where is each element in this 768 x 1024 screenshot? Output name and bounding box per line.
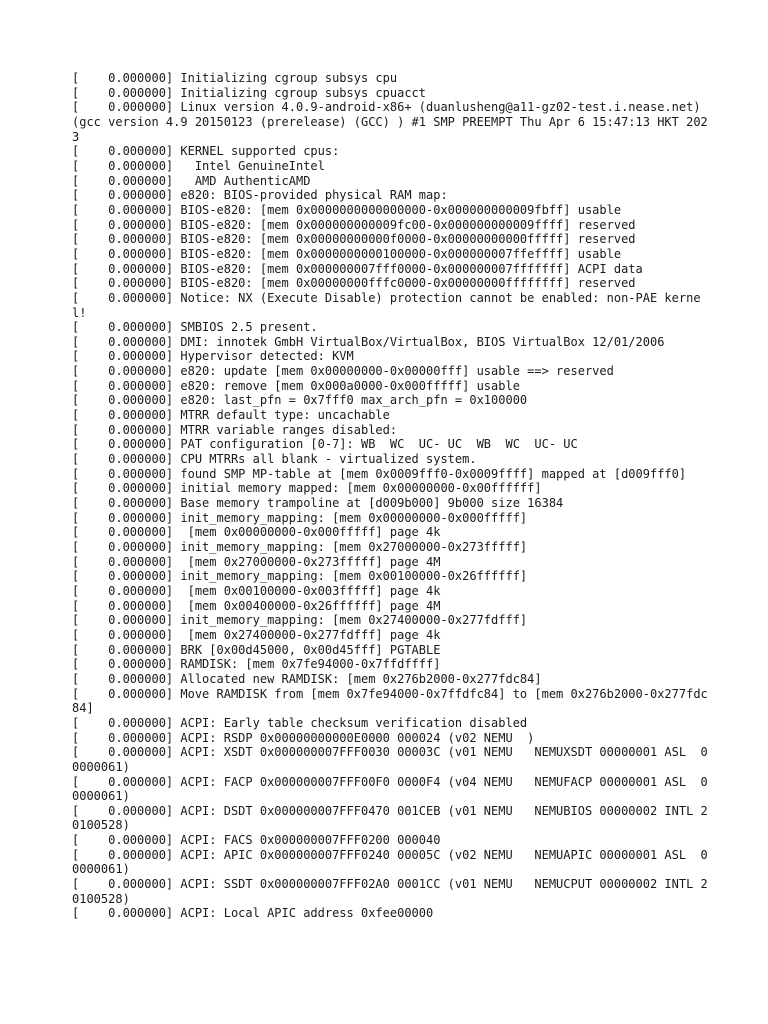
log-line: [ 0.000000] Notice: NX (Execute Disable) protection cannot be enabled: non-PAE kernel! [72, 290, 701, 320]
log-line: [ 0.000000] ACPI: Local APIC address 0xfee00000 [72, 906, 434, 921]
log-line: [ 0.000000] MTRR variable ranges disabled: [72, 422, 398, 437]
log-line: [ 0.000000] init_memory_mapping: [mem 0x00100000-0x26ffffff] [72, 569, 528, 584]
log-line: [ 0.000000] Intel GenuineIntel [72, 158, 325, 173]
log-line: [ 0.000000] DMI: innotek GmbH VirtualBox/VirtualBox, BIOS VirtualBox 12/01/2006 [72, 334, 665, 349]
log-line: [ 0.000000] e820: update [mem 0x00000000-0x00000fff] usable ==> reserved [72, 364, 614, 379]
log-line: [ 0.000000] ACPI: APIC 0x000000007FFF0240 00005C (v02 NEMU NEMUAPIC 00000001 ASL 00000061) [72, 847, 708, 877]
log-line: [ 0.000000] BIOS-e820: [mem 0x0000000000100000-0x000000007ffeffff] usable [72, 246, 622, 261]
log-line: [ 0.000000] AMD AuthenticAMD [72, 173, 311, 188]
log-line: [ 0.000000] ACPI: XSDT 0x000000007FFF0030 00003C (v01 NEMU NEMUXSDT 00000001 ASL 00000061) [72, 745, 708, 774]
log-line: [ 0.000000] KERNEL supported cpus: [72, 144, 340, 159]
log-line: [ 0.000000] [mem 0x00000000-0x000fffff] page 4k [72, 525, 441, 540]
log-line: [ 0.000000] Hypervisor detected: KVM [72, 349, 354, 364]
log-line: [ 0.000000] init_memory_mapping: [mem 0x27000000-0x273fffff] [72, 540, 528, 554]
log-line: [ 0.000000] Move RAMDISK from [mem 0x7fe94000-0x7ffdfc84] to [mem 0x276b2000-0x277fdc84] [72, 686, 708, 716]
log-line: [ 0.000000] [mem 0x27400000-0x277fdfff] page 4k [72, 627, 441, 642]
log-line: [ 0.000000] Initializing cgroup subsys cpuacct [72, 85, 427, 100]
log-line: [ 0.000000] BIOS-e820: [mem 0x00000000fffc0000-0x00000000ffffffff] reserved [72, 276, 636, 291]
log-line: [ 0.000000] initial memory mapped: [mem 0x00000000-0x00ffffff] [72, 481, 542, 496]
log-line: [ 0.000000] ACPI: FACS 0x000000007FFF0200 000040 [72, 833, 441, 848]
log-line: [ 0.000000] ACPI: SSDT 0x000000007FFF02A0 0001CC (v01 NEMU NEMUCPUT 00000002 INTL 20100528) [72, 877, 708, 906]
log-line: [ 0.000000] BIOS-e820: [mem 0x0000000000000000-0x000000000009fbff] usable [72, 202, 622, 217]
log-line: [ 0.000000] Allocated new RAMDISK: [mem 0x276b2000-0x277fdc84] [72, 671, 542, 686]
log-line: [ 0.000000] PAT configuration [0-7]: WB WC UC- UC WB WC UC- UC [72, 437, 578, 452]
log-line: [ 0.000000] found SMP MP-table at [mem 0x0009fff0-0x0009ffff] mapped at [d009fff0] [72, 466, 687, 481]
log-line: [ 0.000000] BIOS-e820: [mem 0x000000000009fc00-0x000000000009ffff] reserved [72, 217, 636, 232]
log-line: [ 0.000000] ACPI: FACP 0x000000007FFF00F0 0000F4 (v04 NEMU NEMUFACP 00000001 ASL 00000061) [72, 774, 708, 804]
log-line: [ 0.000000] Base memory trampoline at [d009b000] 9b000 size 16384 [72, 496, 564, 511]
log-line: [ 0.000000] Linux version 4.0.9-android-x86+ (duanlusheng@a11-gz02-test.i.nease.net) (gcc version 4.9 20150123 (prerelease) (GCC) ) #1 SMP PREEMPT Thu Apr 6 15:47:13 HKT 2023 [72, 100, 708, 144]
log-line: [ 0.000000] BRK [0x00d45000, 0x00d45fff] PGTABLE [72, 642, 441, 657]
log-line: [ 0.000000] BIOS-e820: [mem 0x000000007fff0000-0x000000007fffffff] ACPI data [72, 261, 643, 276]
log-line: [ 0.000000] e820: BIOS-provided physical RAM map: [72, 188, 448, 203]
log-line: [ 0.000000] init_memory_mapping: [mem 0x00000000-0x000fffff] [72, 510, 528, 525]
log-line: [ 0.000000] Initializing cgroup subsys cpu [72, 71, 398, 85]
log-line: [ 0.000000] MTRR default type: uncachable [72, 408, 390, 423]
kernel-log [72, 71, 712, 921]
log-line: [ 0.000000] CPU MTRRs all blank - virtualized system. [72, 452, 477, 467]
log-line: [ 0.000000] init_memory_mapping: [mem 0x27400000-0x277fdfff] [72, 613, 528, 628]
log-line: [ 0.000000] [mem 0x27000000-0x273fffff] page 4M [72, 554, 441, 569]
log-line: [ 0.000000] RAMDISK: [mem 0x7fe94000-0x7ffdffff] [72, 657, 441, 672]
log-line: [ 0.000000] e820: remove [mem 0x000a0000-0x000fffff] usable [72, 378, 520, 393]
log-line: [ 0.000000] SMBIOS 2.5 present. [72, 320, 318, 335]
log-line: [ 0.000000] ACPI: RSDP 0x00000000000E0000 000024 (v02 NEMU ) [72, 730, 535, 745]
log-line: [ 0.000000] ACPI: DSDT 0x000000007FFF0470 001CEB (v01 NEMU NEMUBIOS 00000002 INTL 20100528) [72, 803, 708, 833]
log-line: [ 0.000000] [mem 0x00100000-0x003fffff] page 4k [72, 583, 441, 598]
log-line: [ 0.000000] BIOS-e820: [mem 0x00000000000f0000-0x00000000000fffff] reserved [72, 232, 636, 247]
log-line: [ 0.000000] ACPI: Early table checksum verification disabled [72, 715, 528, 730]
log-line: [ 0.000000] e820: last_pfn = 0x7fff0 max_arch_pfn = 0x100000 [72, 393, 528, 408]
log-line: [ 0.000000] [mem 0x00400000-0x26ffffff] page 4M [72, 598, 441, 613]
